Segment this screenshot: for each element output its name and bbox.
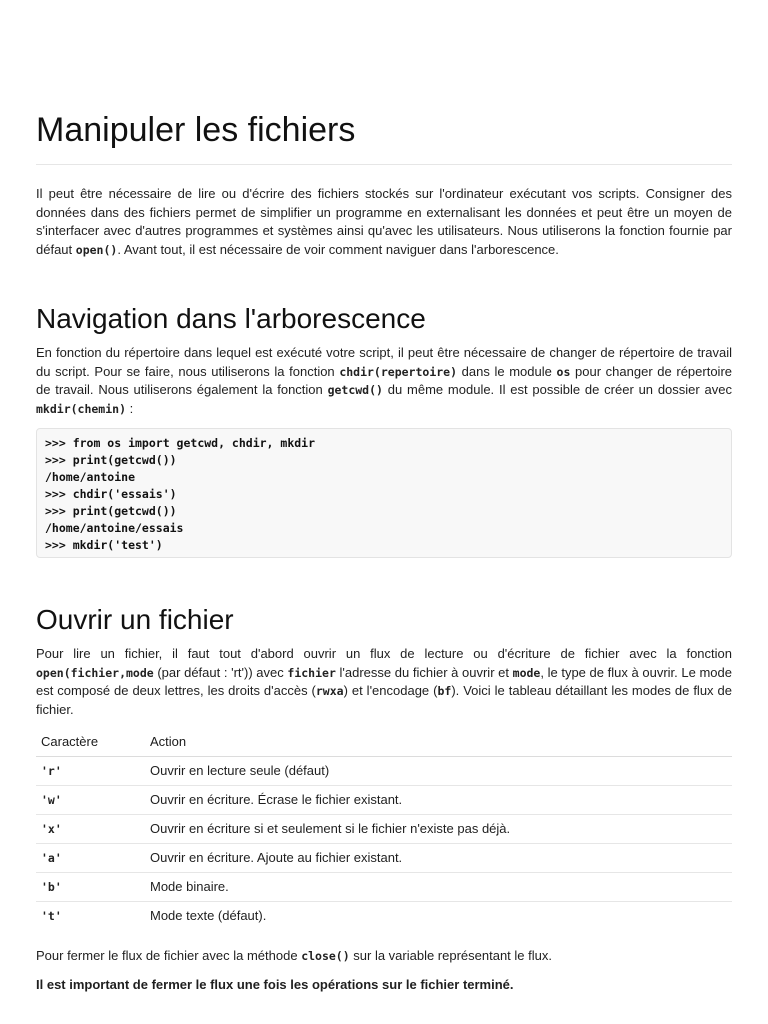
- mode-action: Ouvrir en écriture. Ajoute au fichier existant.: [145, 843, 732, 872]
- mode-action: Ouvrir en écriture si et seulement si le fichier n'existe pas déjà.: [145, 814, 732, 843]
- intro-paragraph: Il peut être nécessaire de lire ou d'écrire des fichiers stockés sur l'ordinateur exécutant vos scripts. Consigner des données dans des fichiers permet de simplifier un programme en externalisant les données et peut être un moyen de s'interfacer avec d'autres programmes et systèmes ainsi qu'avec les utilisateurs. Nous utiliserons la fonction fournie par défaut open(). Avant tout, il est nécessaire de voir comment naviguer dans l'arborescence.: [36, 186, 732, 257]
- inline-code: open(fichier,mode: [36, 665, 154, 680]
- mode-char: 't': [41, 909, 62, 924]
- table-row: [36, 756, 732, 785]
- mode-char: 'r': [41, 764, 62, 778]
- section-heading-navigation: Navigation dans l'arborescence: [36, 303, 426, 334]
- inline-code: os: [556, 364, 571, 379]
- mode-action: Mode texte (défaut).: [150, 908, 267, 924]
- open-file-paragraph: Pour lire un fichier, il faut tout d'abord ouvrir un flux de lecture ou d'écriture de fichier avec la fonction open(fichier,mode (par défaut : 'rt')) avec fichier l'adresse du fichier à ouvrir et mode, le type de flux à ouvrir. Le mode est composé de deux lettres, les droits d'accès (rwxa) et l'encodage (bf). Voici le tableau détaillant les modes de flux de fichier.: [36, 646, 733, 717]
- inline-code: open(): [75, 242, 118, 257]
- mode-char: 'a': [41, 851, 62, 865]
- code-line: >>> chdir('essais'): [45, 487, 177, 501]
- table-header-row: [36, 728, 732, 756]
- code-line: >>> from os import getcwd, chdir, mkdir: [45, 436, 316, 450]
- code-line: >>> mkdir('test'): [45, 538, 163, 552]
- inline-code: mode: [512, 665, 541, 680]
- table-header-character: Caractère: [36, 728, 145, 756]
- code-line: /home/antoine/essais: [45, 521, 184, 535]
- close-paragraph: Pour fermer le flux de fichier avec la méthode close() sur la variable représentant le flux.: [36, 948, 552, 963]
- table-row: [36, 843, 732, 872]
- code-line: /home/antoine: [45, 470, 136, 484]
- inline-code: rwxa: [315, 684, 344, 698]
- mode-action: Ouvrir en lecture seule (défaut): [145, 756, 732, 785]
- inline-code: chdir(repertoire): [339, 364, 458, 379]
- table-row: [36, 901, 732, 930]
- inline-code: close(): [301, 949, 350, 963]
- mode-char: 'b': [41, 880, 62, 894]
- navigation-paragraph: En fonction du répertoire dans lequel est exécuté votre script, il peut être nécessaire de changer de répertoire de travail du script. Pour se faire, nous utiliserons la fonction chdir(repertoire) dans le module os pour changer de répertoire de travail. Nous utiliserons également la fonction getcwd() du même module. Il est possible de créer un dossier avec mkdir(chemin) :: [36, 345, 733, 416]
- section-heading-open-file: Ouvrir un fichier: [36, 604, 234, 635]
- inline-code: fichier: [287, 665, 336, 680]
- mode-char: 'x': [41, 822, 62, 836]
- page-title: Manipuler les fichiers: [36, 110, 732, 165]
- file-modes-table: [36, 728, 732, 930]
- mode-action: Ouvrir en écriture. Écrase le fichier existant.: [145, 785, 732, 814]
- inline-code: bf: [437, 684, 452, 698]
- table-row: [36, 872, 732, 901]
- inline-code: mkdir(chemin): [36, 401, 127, 416]
- table-row: [36, 814, 732, 843]
- mode-action: Mode binaire.: [145, 872, 732, 901]
- code-line: >>> print(getcwd()): [45, 453, 177, 467]
- code-line: >>> print(getcwd()): [45, 504, 177, 518]
- table-header-action: Action: [145, 728, 732, 756]
- inline-code: getcwd(): [327, 383, 383, 397]
- important-note: Il est important de fermer le flux une fois les opérations sur le fichier terminé.: [36, 977, 514, 992]
- table-row: [36, 785, 732, 814]
- mode-char: 'w': [41, 793, 62, 807]
- code-block: [36, 428, 732, 558]
